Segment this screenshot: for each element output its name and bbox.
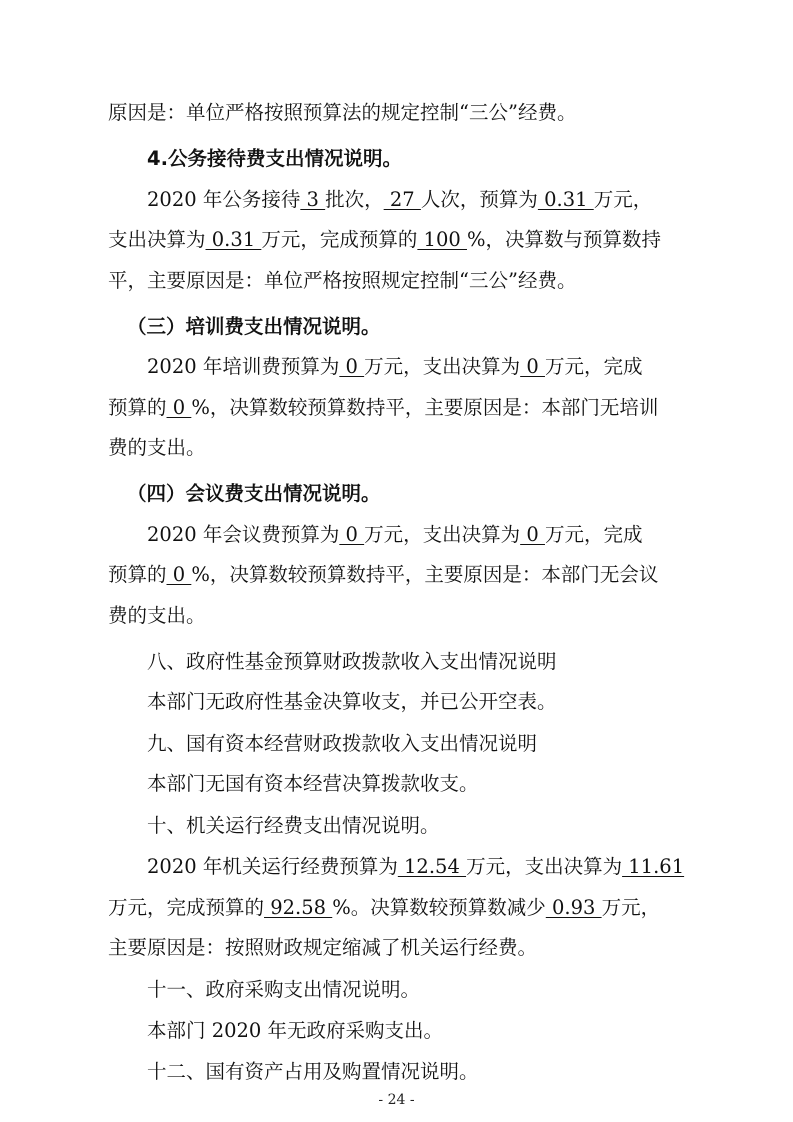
value-underlined: 92.58 <box>264 896 333 919</box>
heading-text: （三）培训费支出情况说明。 <box>127 315 381 338</box>
line-text: 本部门无政府性基金决算收支，并已公开空表。 <box>147 690 557 713</box>
line-text: 支出决算为 0.31 万元，完成预算的 100 %，决算数与预算数持 <box>108 228 662 251</box>
section-heading <box>0 645 793 679</box>
line-text: 原因是：单位严格按照预算法的规定控制“三公”经费。 <box>108 101 577 124</box>
value-underlined: 0 <box>166 563 192 586</box>
paragraph-line <box>0 96 793 130</box>
paragraph-line <box>0 264 793 298</box>
value-underlined: 0.31 <box>205 228 262 251</box>
heading-text: 十二、国有资产占用及购置情况说明。 <box>147 1060 479 1083</box>
paragraph-line <box>0 1014 793 1048</box>
section-heading <box>0 477 793 511</box>
line-text: 2020 年培训费预算为 0 万元，支出决算为 0 万元，完成 <box>147 355 643 378</box>
paragraph-line <box>0 183 793 217</box>
section-heading <box>0 142 793 176</box>
heading-text: 九、国有资本经营财政拨款收入支出情况说明 <box>147 732 538 755</box>
value-underlined: 0 <box>520 355 545 378</box>
heading-text: 十一、政府采购支出情况说明。 <box>147 978 421 1001</box>
line-text: 本部门无国有资本经营决算拨款收支。 <box>147 772 479 795</box>
value-underlined: 3 <box>300 188 326 211</box>
line-text: 预算的 0 %，决算数较预算数持平，主要原因是：本部门无会议 <box>108 563 659 586</box>
heading-text: 4.公务接待费支出情况说明。 <box>147 147 402 170</box>
heading-text: 十、机关运行经费支出情况说明。 <box>147 814 440 837</box>
heading-text: （四）会议费支出情况说明。 <box>127 482 381 505</box>
line-text: 万元，完成预算的 92.58 %。决算数较预算数减少 0.93 万元， <box>108 896 661 919</box>
value-underlined: 0 <box>520 523 545 546</box>
section-heading <box>0 809 793 843</box>
paragraph-line <box>0 931 793 965</box>
section-heading <box>0 973 793 1007</box>
line-text: 主要原因是：按照财政规定缩减了机关运行经费。 <box>108 936 538 959</box>
line-text: 预算的 0 %，决算数较预算数持平，主要原因是：本部门无培训 <box>108 396 659 419</box>
page-number: - 24 - <box>378 1092 415 1108</box>
paragraph-line <box>0 223 793 257</box>
line-text: 平，主要原因是：单位严格按照规定控制“三公”经费。 <box>108 269 577 292</box>
section-heading <box>0 310 793 344</box>
paragraph-line <box>0 518 793 552</box>
line-text: 费的支出。 <box>108 436 206 459</box>
heading-text: 八、政府性基金预算财政拨款收入支出情况说明 <box>147 650 557 673</box>
line-text: 费的支出。 <box>108 604 206 627</box>
line-text: 本部门 2020 年无政府采购支出。 <box>147 1019 444 1042</box>
section-heading <box>0 727 793 761</box>
line-text: 2020 年机关运行经费预算为 12.54 万元，支出决算为 11.61 <box>147 855 685 878</box>
paragraph-line <box>0 558 793 592</box>
paragraph-line <box>0 599 793 633</box>
paragraph-line <box>0 850 793 884</box>
value-underlined: 0 <box>166 396 192 419</box>
paragraph-line <box>0 431 793 465</box>
value-underlined: 0 <box>339 523 365 546</box>
value-underlined: 27 <box>383 188 421 211</box>
paragraph-line <box>0 767 793 801</box>
paragraph-line <box>0 391 793 425</box>
value-underlined: 0 <box>339 355 365 378</box>
line-text: 2020 年会议费预算为 0 万元，支出决算为 0 万元，完成 <box>147 523 643 546</box>
value-underlined: 0.93 <box>545 896 602 919</box>
section-heading <box>0 1055 793 1089</box>
value-underlined: 0.31 <box>537 188 594 211</box>
paragraph-line <box>0 350 793 384</box>
paragraph-line <box>0 685 793 719</box>
paragraph-line <box>0 891 793 925</box>
value-underlined: 12.54 <box>397 855 467 878</box>
value-underlined: 100 <box>417 228 467 251</box>
line-text: 2020 年公务接待 3 批次， 27 人次，预算为 0.31 万元， <box>147 188 653 211</box>
value-underlined: 11.61 <box>622 855 685 878</box>
